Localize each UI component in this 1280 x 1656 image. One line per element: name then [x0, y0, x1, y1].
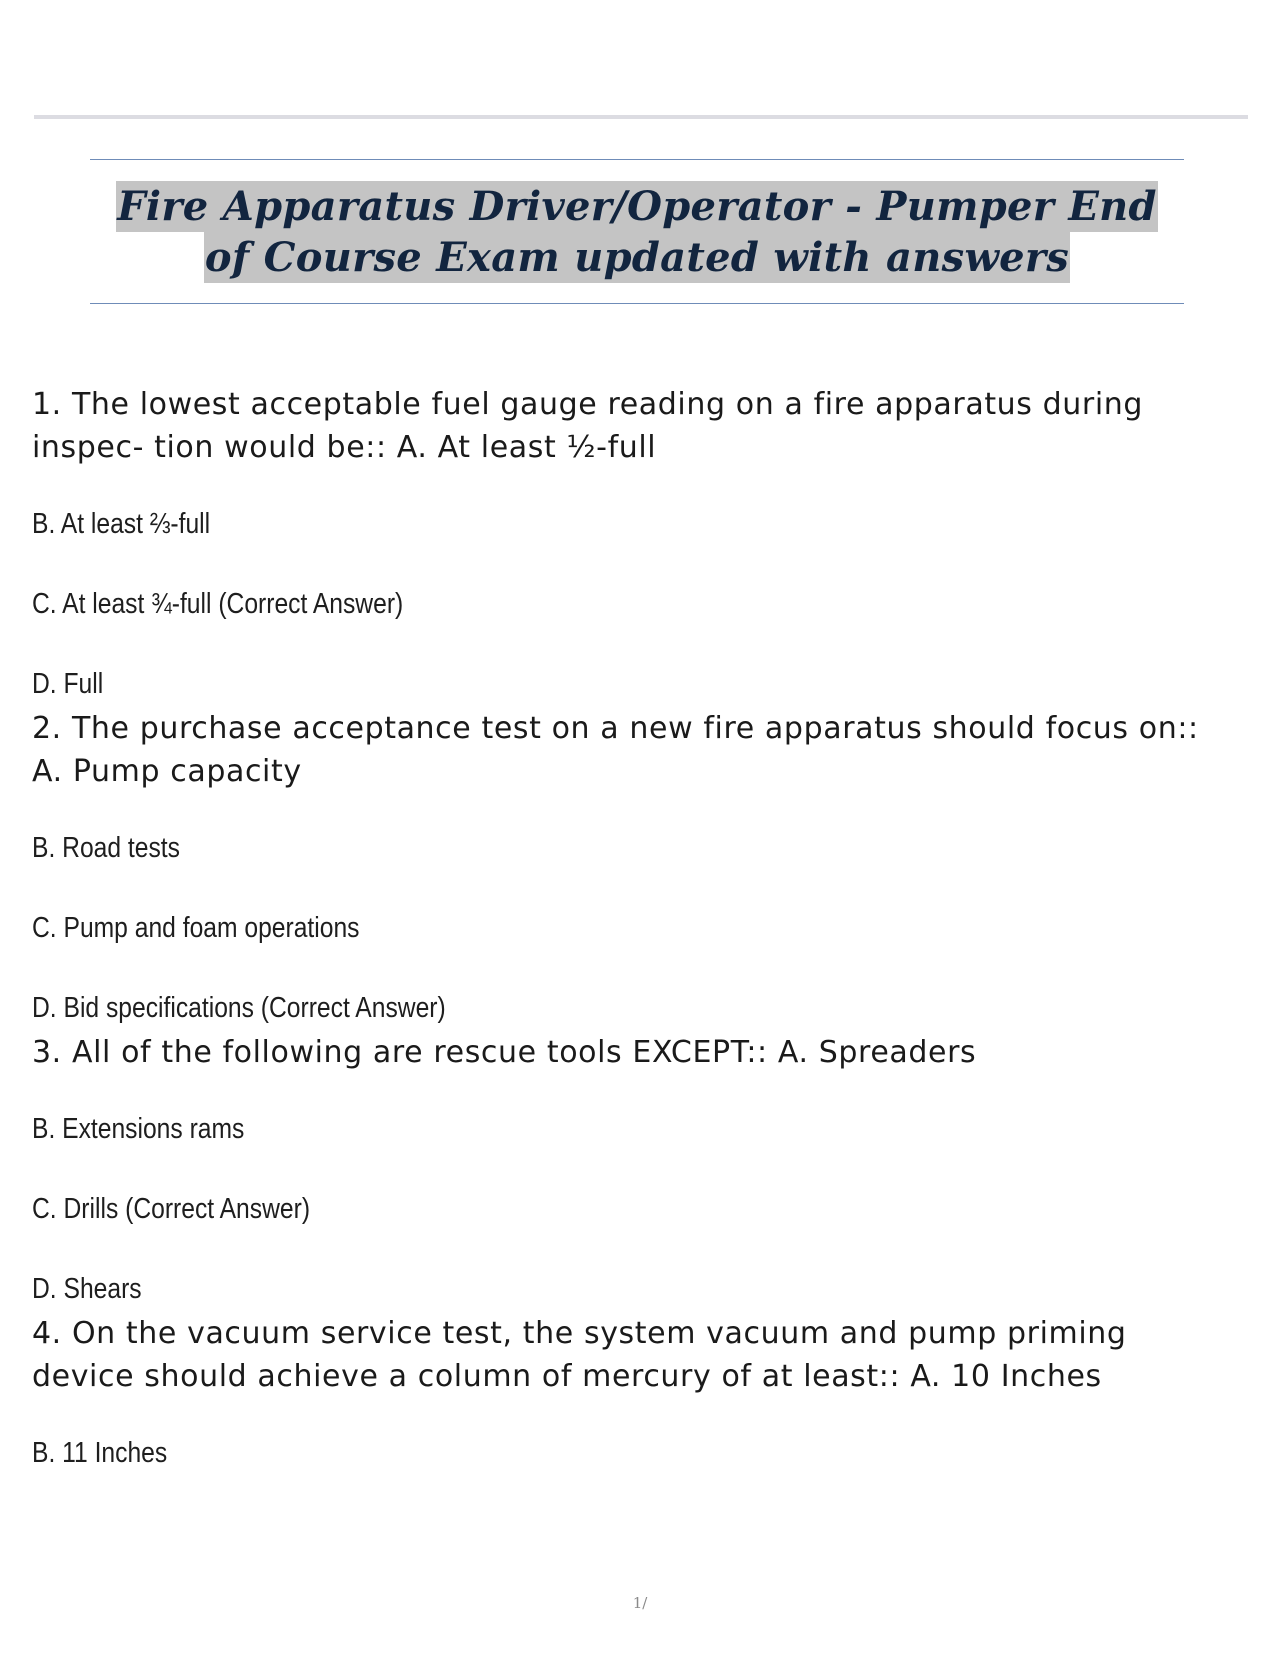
answer-option-correct: C. At least ¾-full (Correct Answer) — [32, 588, 404, 620]
answer-option-correct: D. Bid specifications (Correct Answer) — [32, 992, 446, 1024]
answer-option: B. 11 Inches — [32, 1437, 168, 1469]
question-4 — [32, 1312, 1222, 1470]
question-prompt: 1. The lowest acceptable fuel gauge reading on a fire apparatus during inspec- tion would be:: A. At least ½-full — [32, 387, 1144, 465]
question-1 — [32, 383, 1222, 701]
question-list — [32, 383, 1222, 1470]
question-prompt: 2. The purchase acceptance test on a new fire apparatus should focus on:: A. Pump capacity — [32, 711, 1199, 789]
answer-option: B. Road tests — [32, 832, 180, 864]
question-2 — [32, 707, 1222, 1025]
document-title-line-2: of Course Exam updated with answers — [204, 234, 1070, 281]
question-3 — [32, 1031, 1222, 1306]
answer-option: D. Full — [32, 668, 104, 700]
answer-option: C. Pump and foam operations — [32, 912, 360, 944]
answer-option: D. Shears — [32, 1273, 142, 1305]
answer-option: B. Extensions rams — [32, 1113, 245, 1145]
question-prompt: 3. All of the following are rescue tools EXCEPT:: A. Spreaders — [32, 1035, 977, 1070]
answer-option-correct: C. Drills (Correct Answer) — [32, 1193, 311, 1225]
answer-option: B. At least ⅔-full — [32, 508, 211, 540]
top-divider — [34, 115, 1248, 119]
question-prompt: 4. On the vacuum service test, the system vacuum and pump priming device should achieve a column of mercury of at least:: A. 10 Inches — [32, 1316, 1127, 1394]
page-number: 1/ — [632, 1594, 648, 1612]
document-title — [90, 181, 1184, 283]
title-block — [90, 159, 1184, 304]
document-title-line-1: Fire Apparatus Driver/Operator - Pumper End — [117, 183, 1157, 230]
